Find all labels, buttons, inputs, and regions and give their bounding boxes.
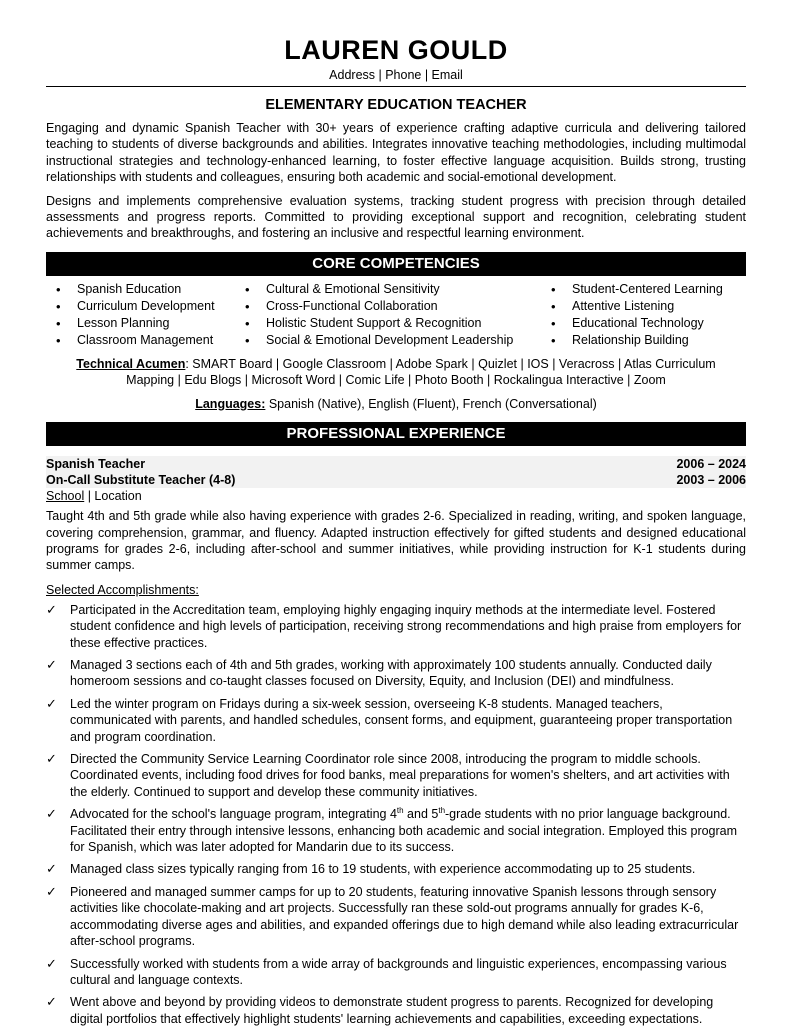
school-name: School	[46, 488, 85, 503]
competency-item: • Student-Centered Learning	[541, 281, 746, 298]
accomplishment-item: ✓ Went above and beyond by providing videos to demonstrate student progress to parents. Recognized for developing digital portfolios that effectively highlight students' learning achievements and capabilities, exceeding expectations.	[46, 994, 714, 1026]
accomplishment-item: ✓ Successfully worked with students from a wide array of backgrounds and linguistic experiences, encompassing various cultural and language contexts.	[46, 955, 727, 987]
checkmark-icon: ✓	[46, 861, 57, 877]
accomplishment-item: ✓ Managed class sizes typically ranging from 16 to 19 students, with experience accommodating up to 25 students.	[46, 861, 696, 877]
competencies-column-3	[541, 281, 746, 349]
competency-item: • Cross-Functional Collaboration	[235, 298, 541, 315]
core-competencies-heading: CORE COMPETENCIES	[46, 252, 746, 276]
languages	[46, 396, 746, 412]
checkmark-icon: ✓	[46, 994, 57, 1010]
job-dates-1: 2006 – 2024	[676, 456, 746, 471]
job-row-1	[46, 456, 746, 472]
job-header	[46, 456, 746, 505]
competency-item: • Relationship Building	[541, 332, 746, 349]
checkmark-icon: ✓	[46, 751, 57, 767]
selected-accomplishments-label: Selected Accomplishments:	[46, 582, 199, 597]
accomplishment-item: ✓ Managed 3 sections each of 4th and 5th grades, working with approximately 100 students annually. Conducted daily homeroom sessions and co-taught classes focused on Diversity, Equity, and Inclusion (DEI) and mindfulness.	[46, 657, 712, 689]
resume-page	[46, 34, 746, 1033]
competency-item: • Attentive Listening	[541, 298, 746, 315]
location-name: | Location	[84, 488, 142, 503]
competency-item: • Educational Technology	[541, 315, 746, 332]
checkmark-icon: ✓	[46, 806, 57, 822]
competencies-list	[46, 281, 746, 349]
checkmark-icon: ✓	[46, 657, 57, 672]
checkmark-icon: ✓	[46, 955, 57, 971]
competency-item: • Curriculum Development	[46, 298, 235, 315]
competencies-column-2	[235, 281, 541, 349]
competency-item: • Holistic Student Support & Recognition	[235, 315, 541, 332]
competency-item: • Lesson Planning	[46, 315, 235, 332]
checkmark-icon: ✓	[46, 695, 57, 711]
job-description: Taught 4th and 5th grade while also having experience with grades 2-6. Specialized in reading, writing, and spoken language, covering comprehension, grammar, and fluency. Adapted instruction effectively for gifted students and designed educational programs for grades 2-6, including after-school and summer initiatives, while providing instruction for K-1 students during summer camps.	[46, 509, 746, 573]
job-title: ELEMENTARY EDUCATION TEACHER	[265, 97, 527, 113]
competency-item: • Social & Emotional Development Leadership	[235, 332, 541, 349]
accomplishment-item: ✓ Advocated for the school's language program, integrating 4th and 5th-grade students with no prior language background. Facilitated their entry through intensive lessons, enhancing both academic and social integration. Employed this program for Spanish, which was later adopted for Mandarin due to its success.	[46, 806, 738, 855]
technical-acumen	[46, 356, 746, 389]
checkmark-icon: ✓	[46, 883, 57, 899]
accomplishment-item: ✓ Led the winter program on Fridays during a six-week session, overseeing K-8 students. Managed teachers, communicated with parents, and handled schedules, consent forms, and equipment, guaranteeing proper transportation and program coordination.	[46, 695, 733, 744]
languages-value: Spanish (Native), English (Fluent), French (Conversational)	[265, 396, 597, 411]
job-role-1: Spanish Teacher	[46, 456, 146, 471]
professional-experience-heading: PROFESSIONAL EXPERIENCE	[46, 422, 746, 446]
accomplishments-list	[46, 602, 746, 1027]
languages-label: Languages:	[195, 396, 266, 411]
accomplishment-item: ✓ Pioneered and managed summer camps for up to 20 students, featuring innovative Spanish lessons through sensory activities like chocolate-making and art projects. Successfully ran these sold-out programs annually for grades K-6, accommodating diverse ages and abilities, and expanded offerings due to high demand while also leading extracurricular after-school programs.	[46, 883, 739, 949]
job-dates-2: 2003 – 2006	[676, 472, 746, 487]
job-row-2	[46, 472, 746, 488]
technical-acumen-value: : SMART Board | Google Classroom | Adobe Spark | Quizlet | IOS | Veracross | Atlas Curriculum Mapping | Edu Blogs | Microsoft Word | Comic Life | Photo Booth | Rockalingua Interactive | Zoom	[126, 356, 716, 388]
competencies-column-1	[46, 281, 235, 349]
accomplishment-item: ✓ Participated in the Accreditation team, employing highly engaging inquiry methods at the intermediate level. Fostered student confidence and high levels of participation, receiving strong recommendations and high praise from employers for these effective practices.	[46, 601, 742, 650]
summary-paragraph-2: Designs and implements comprehensive evaluation systems, tracking student progress with precision through detailed assessments and progress reports. Committed to providing exceptional support and recognition, celebrating student achievements and breakthroughs, and fostering an inclusive and respectful learning environment.	[46, 193, 746, 241]
header-divider	[46, 86, 746, 87]
job-location	[46, 488, 746, 505]
competency-item: • Cultural & Emotional Sensitivity	[235, 281, 541, 298]
competency-item: • Spanish Education	[46, 281, 235, 298]
accomplishment-item: ✓ Directed the Community Service Learning Coordinator role since 2008, introducing the program to middle schools. Coordinated events, including food drives for food banks, meal preparations for women's shelters, and art activities with the elderly. Continued to support and develop these community initiatives.	[46, 751, 730, 799]
contact-line: Address | Phone | Email	[329, 68, 463, 82]
summary-paragraph-1: Engaging and dynamic Spanish Teacher with 30+ years of experience crafting adaptive curricula and delivering tailored teaching to students of diverse backgrounds and abilities. Integrates innovative teaching methodologies, including multimodal instructional strategies and technology-enhanced learning, to foster effective language acquisition. Builds strong, trusting relationships with students and colleagues, ensuring both academic and social-emotional development.	[46, 121, 746, 185]
checkmark-icon: ✓	[46, 601, 57, 617]
job-role-2: On-Call Substitute Teacher (4-8)	[46, 472, 236, 487]
candidate-name: LAUREN GOULD	[284, 35, 508, 65]
competency-item: • Classroom Management	[46, 332, 235, 349]
technical-acumen-label: Technical Acumen	[76, 356, 186, 371]
